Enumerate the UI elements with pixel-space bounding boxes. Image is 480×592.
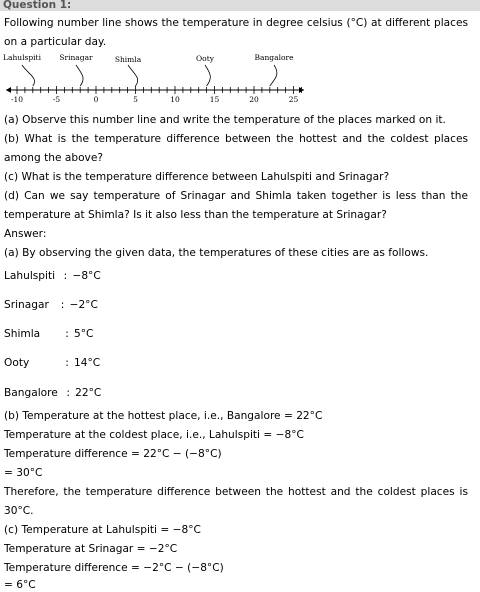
place-pointers	[22, 65, 277, 86]
temp-row-lahulspiti	[4, 270, 101, 283]
temp-colon: :	[63, 270, 68, 282]
question-d-line-2: temperature at Shimla? Is it also less than the temperature at Srinagar?	[4, 209, 387, 221]
temp-value: 22°C	[75, 387, 102, 399]
temp-place: Lahulspiti	[4, 270, 56, 282]
tick-label: 10	[170, 95, 180, 104]
place-label: Srinagar	[59, 53, 93, 62]
temp-row-ooty	[4, 357, 100, 370]
place-label: Ooty	[196, 54, 214, 63]
question-b-line-1: (b) What is the temperature difference between the hottest and the coldest places	[4, 133, 468, 145]
answer-b-line-3: Temperature difference = 22°C − (−8°C)	[4, 448, 222, 460]
place-pointer	[270, 65, 277, 86]
place-pointer	[128, 65, 138, 86]
answer-c-line-2: Temperature at Srinagar = −2°C	[4, 543, 178, 555]
answer-label: Answer:	[4, 228, 47, 240]
answer-c-line-3: Temperature difference = −2°C − (−8°C)	[4, 562, 224, 574]
intro-line-2: on a particular day.	[4, 36, 107, 48]
tick-label: 25	[288, 95, 299, 104]
temp-place: Ooty	[4, 357, 30, 369]
left-arrow-icon	[6, 87, 11, 93]
tick-label: 5	[133, 95, 138, 104]
temp-value: 14°C	[74, 357, 101, 369]
temp-colon: :	[60, 299, 65, 311]
answer-c-line-4: = 6°C	[4, 579, 36, 591]
temp-place: Srinagar	[4, 299, 49, 311]
answer-b-line-2: Temperature at the coldest place, i.e., Lahulspiti = −8°C	[4, 429, 304, 441]
place-labels	[3, 53, 294, 64]
question-heading: Question 1:	[0, 0, 480, 11]
question-d-line-1: (d) Can we say temperature of Srinagar and Shimla taken together is less than the	[4, 190, 468, 202]
tick-label: -5	[52, 95, 61, 104]
answer-b-line-1: (b) Temperature at the hottest place, i.e., Bangalore = 22°C	[4, 410, 323, 422]
place-label: Bangalore	[254, 53, 294, 62]
intro-line-1: Following number line shows the temperature in degree celsius (°C) at different places	[4, 17, 468, 29]
answer-a-intro: (a) By observing the given data, the temperatures of these cities are as follows.	[4, 247, 429, 259]
temp-value: 5°C	[74, 328, 94, 340]
temp-value: −2°C	[69, 299, 98, 311]
question-b-line-2: among the above?	[4, 152, 103, 164]
temp-colon: :	[66, 387, 70, 399]
place-label: Shimla	[114, 55, 142, 64]
question-a: (a) Observe this number line and write the temperature of the places marked on it.	[4, 114, 446, 126]
place-pointer	[205, 65, 210, 86]
answer-b-line-4: = 30°C	[4, 467, 43, 479]
temp-colon: :	[65, 357, 69, 369]
temp-place: Bangalore	[4, 387, 58, 399]
question-c: (c) What is the temperature difference between Lahulspiti and Srinagar?	[4, 171, 390, 183]
tick-label: 20	[249, 95, 259, 104]
temp-colon: :	[65, 328, 69, 340]
place-label: Lahulspiti	[3, 53, 41, 62]
temp-row-shimla	[4, 328, 93, 341]
number-line-figure	[0, 52, 480, 108]
temp-row-srinagar	[4, 299, 98, 312]
answer-b-line-6: 30°C.	[4, 505, 34, 517]
answer-c-line-1: (c) Temperature at Lahulspiti = −8°C	[4, 524, 201, 536]
place-pointer	[76, 65, 83, 86]
tick-labels	[11, 95, 299, 104]
tick-label: 0	[93, 95, 99, 104]
temp-place: Shimla	[4, 328, 41, 340]
place-pointer	[22, 65, 35, 86]
temp-value: −8°C	[72, 270, 101, 282]
temp-row-bangalore	[4, 387, 101, 400]
tick-label: 15	[209, 95, 220, 104]
answer-b-line-5: Therefore, the temperature difference between the hottest and the coldest places is	[4, 486, 468, 498]
tick-label: -10	[10, 95, 24, 104]
